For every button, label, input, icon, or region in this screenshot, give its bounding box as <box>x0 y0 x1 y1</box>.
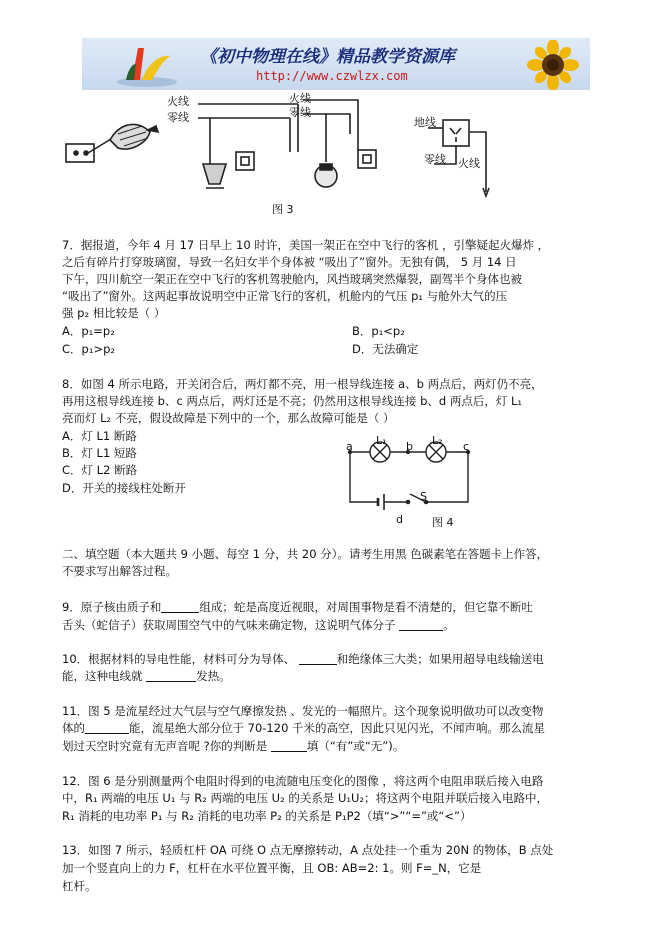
q7-option-d: D．无法确定 <box>352 342 419 356</box>
q10-line-1 <box>62 651 544 667</box>
q8-option-c: C．灯 L2 断路 <box>62 463 138 477</box>
figure3-neutral-label-2: 零线 <box>289 106 311 119</box>
fig4-label-s: S <box>420 490 427 503</box>
fig4-label-d: d <box>396 513 403 526</box>
q9-text-2: 组成；蛇是高度近视眼，对周围事物是看不清楚的，但它靠不断吐 <box>199 600 533 614</box>
q7-option-c: C．p₁>p₂ <box>62 342 115 356</box>
q8-line-1: 8．如图 4 所示电路，开关闭合后，两灯都不亮，用一根导线连接 a、b 两点后，两灯仍不亮， <box>62 377 543 391</box>
figure3-ground-label: 地线 <box>414 116 436 129</box>
figure-3-diagram <box>58 92 508 204</box>
figure3-live-label-3: 火线 <box>458 157 480 170</box>
q9-text-1: 9．原子核由质子和 <box>62 600 162 614</box>
q7-line-3: 下午，四川航空一架正在空中飞行的客机驾驶舱内，风挡玻璃突然爆裂，副驾半个身体也被 <box>62 272 522 286</box>
q7-line-5: 强 p₂ 相比较是（ ） <box>62 306 166 320</box>
switch-icon <box>236 152 254 170</box>
q8-option-d: D．开关的接线柱处断开 <box>62 481 186 495</box>
q8-line-2: 再用这根导线连接 b、c 两点后，两灯还是不亮；仍然用这根导线连接 b、d 两点后，灯 L₁ <box>62 394 523 408</box>
q11-blank-1[interactable] <box>85 721 129 734</box>
q11-line-1: 11．图 5 是流星经过大气层与空气摩擦发热 、发光的一幅照片。这个现象说明做功可以改变物 <box>62 704 544 718</box>
q10-blank-1[interactable] <box>299 652 337 665</box>
section2-line-1: 二、填空题（本大题共 9 小题、每空 1 分，共 20 分）。请考生用黑 色碳素笔在答题卡上作答， <box>62 547 549 561</box>
figure3-caption: 图 3 <box>272 203 294 216</box>
fig4-label-l1: L₁ <box>376 434 387 447</box>
figure3-live-label: 火线 <box>167 95 189 108</box>
q7-option-a: A．p₁=p₂ <box>62 324 115 338</box>
q7-line-2: 之后有碎片打穿玻璃窗，导致一名妇女半个身体被 “吸出了”窗外。无独有偶， 5 月 14 日 <box>62 255 517 269</box>
figure3-neutral-label: 零线 <box>167 111 189 124</box>
q9-line-1 <box>62 599 533 615</box>
q7-line-4: “吸出了”窗外。这两起事故说明空中正常飞行的客机，机舱内的气压 p₁ 与舱外大气的压 <box>62 289 508 303</box>
figure3-neutral-label-3: 零线 <box>424 153 446 166</box>
q12-line-3: R₁ 消耗的电功率 P₁ 与 R₂ 消耗的电功率 P₂ 的关系是 P₁P2（填“>”“=”或“<”） <box>62 809 472 823</box>
q10-text-1: 10．根据材料的导电性能，材料可分为导体、 <box>62 652 299 666</box>
banner-title: 《初中物理在线》精品教学资源库 <box>200 47 455 67</box>
header-banner <box>82 38 590 90</box>
socket-icon <box>66 144 94 162</box>
q11-line-2 <box>62 720 545 736</box>
q7-option-b: B．p₁<p₂ <box>352 324 405 338</box>
q9-blank-1[interactable] <box>161 600 199 613</box>
q12-line-2: 中，R₁ 两端的电压 U₁ 与 R₂ 两端的电压 U₂ 的关系是 U₁U₂；将这两个电阻并联后接入电路中， <box>62 791 549 805</box>
q13-line-1: 13．如图 7 所示，轻质杠杆 OA 可绕 O 点无摩擦转动，A 点处挂一个重为 20N 的物体，B 点处 <box>62 843 554 857</box>
q11-text-2: 能，流星绝大部分位于 70-120 千米的高空，因此只见闪光，不闻声响。那么流星 <box>129 721 546 735</box>
q11-blank-2[interactable] <box>271 739 307 752</box>
q11-line-3 <box>62 738 404 754</box>
q11-text-1: 体的 <box>62 721 85 735</box>
fig4-label-b: b <box>406 440 413 453</box>
q11-text-4: 填（“有”或“无”)。 <box>306 739 405 753</box>
q10-line-2 <box>62 668 231 684</box>
fig4-label-c: c <box>463 440 470 453</box>
q9-text-4: 。 <box>443 618 455 632</box>
q10-text-4: 发热。 <box>196 669 231 683</box>
q10-text-3: 能，这种电线就 <box>62 669 147 683</box>
q10-blank-2[interactable] <box>146 669 196 682</box>
q13-line-2: 加一个竖直向上的力 F，杠杆在水平位置平衡，且 OB: AB=2: 1。则 F=_N，它是 <box>62 861 482 875</box>
q10-text-2: 和绝缘体三大类；如果用超导电线输送电 <box>336 652 544 666</box>
q9-line-2 <box>62 617 455 633</box>
fig4-label-l2: L₂ <box>432 434 443 447</box>
banner-url: http://www.czwlzx.com <box>256 69 408 83</box>
figure3-live-label-2: 火线 <box>289 92 311 105</box>
q11-text-3: 划过天空时究竟有无声音呢 ?你的判断是 <box>62 739 271 753</box>
q13-line-3: 杠杆。 <box>62 879 97 893</box>
figure4-caption: 图 4 <box>432 516 454 529</box>
q12-line-1: 12．图 6 是分别测量两个电阻时得到的电流随电压变化的图像 ，将这两个电阻串联后接入电路 <box>62 774 544 788</box>
q8-option-b: B．灯 L1 短路 <box>62 446 137 460</box>
fig4-label-a: a <box>346 440 353 453</box>
q9-text-3: 舌头（蛇信子）获取周围空气中的气味来确定物，这说明气体分子 <box>62 618 400 632</box>
q7-line-1: 7．据报道，今年 4 月 17 日早上 10 时许，美国一架正在空中飞行的客机 ，引擎疑起火爆炸 ， <box>62 238 550 252</box>
q8-line-3: 亮而灯 L₂ 不亮，假设故障是下列中的一个，那么故障可能是（ ） <box>62 411 395 425</box>
sunflower-icon <box>518 40 588 90</box>
section2-line-2: 不要求写出解答过程。 <box>62 564 177 578</box>
logo-icon <box>112 42 182 88</box>
q9-blank-2[interactable] <box>399 618 443 631</box>
q8-option-a: A．灯 L1 断路 <box>62 429 137 443</box>
